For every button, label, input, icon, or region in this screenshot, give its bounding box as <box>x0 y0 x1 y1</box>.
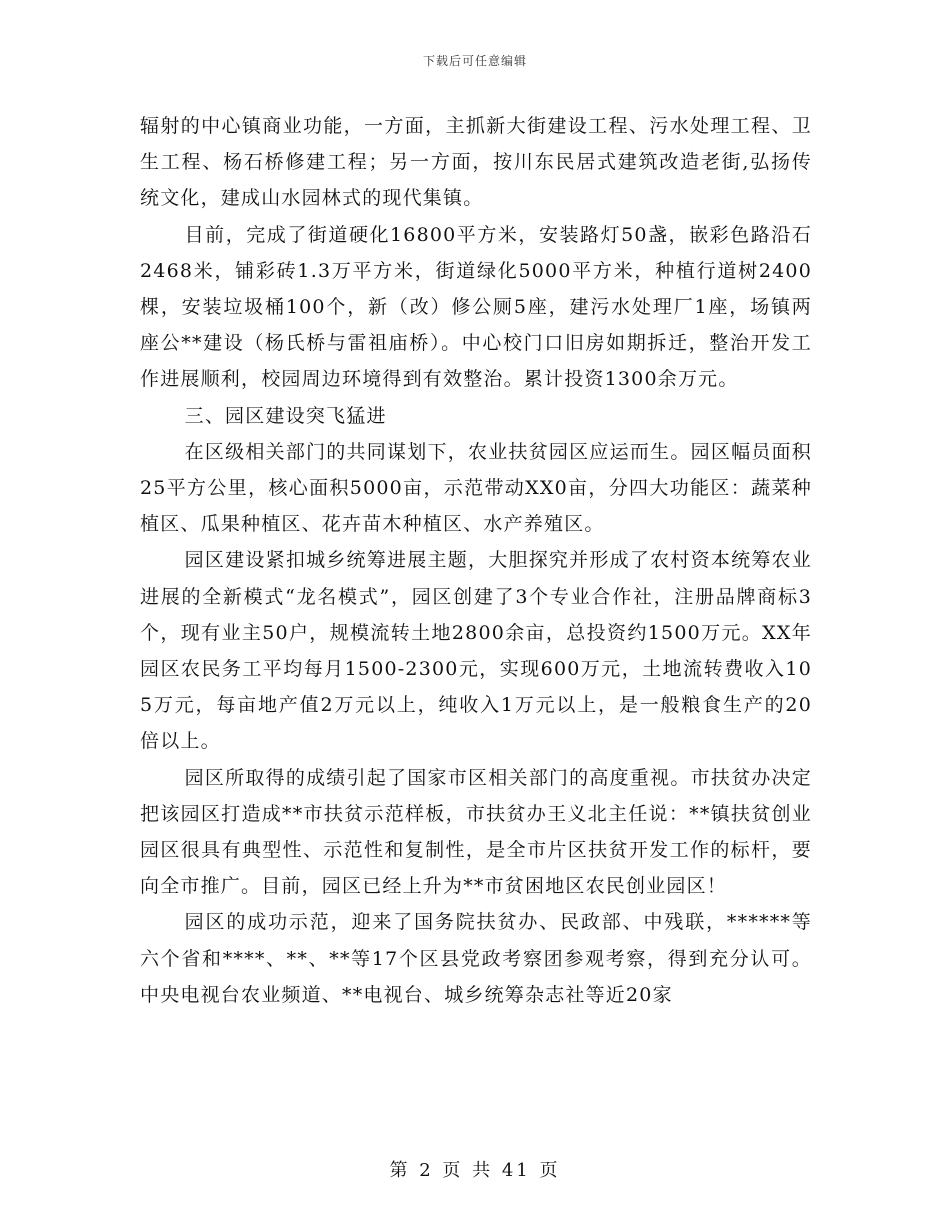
paragraph-1: 辐射的中心镇商业功能，一方面，主抓新大街建设工程、污水处理工程、卫生工程、杨石桥修建工程；另一方面，按川东民居式建筑改造老街,弘扬传统文化，建成山水园林式的现代集镇。 <box>140 115 812 210</box>
page-number: 第 2 页 共 41 页 <box>389 1160 561 1181</box>
paragraph-5: 园区所取得的成绩引起了国家市区相关部门的高度重视。市扶贫办决定把该园区打造成**市扶贫示范样板，市扶贫办王义北主任说：**镇扶贫创业园区很具有典型性、示范性和复制性，是全市片区扶贫开发工作的标杆，要向全市推广。目前，园区已经上升为**市贫困地区农民创业园区！ <box>140 766 812 898</box>
paragraph-4: 园区建设紧扣城乡统筹进展主题，大胆探究并形成了农村资本统筹农业进展的全新模式“龙名模式”，园区创建了3个专业合作社，注册品牌商标3个，现有业主50户，规模流转土地2800余亩，总投资约1500万元。XX年园区农民务工平均每月1500-2300元，实现600万元，土地流转费收入105万元，每亩地产值2万元以上，纯收入1万元以上，是一般粮食生产的20倍以上。 <box>140 549 812 753</box>
paragraph-3: 在区级相关部门的共同谋划下，农业扶贫园区应运而生。园区幅员面积25平方公里，核心面积5000亩，示范带动XX0亩，分四大功能区：蔬菜种植区、瓜果种植区、花卉苗木种植区、水产养殖区。 <box>140 440 812 536</box>
paragraph-6: 园区的成功示范，迎来了国务院扶贫办、民政部、中残联，******等六个省和****、**、**等17个区县党政考察团参观考察，得到充分认可。中央电视台农业频道、**电视台、城乡统筹杂志社等近20家 <box>140 911 812 1006</box>
page-header: 下载后可任意编辑 <box>422 54 527 68</box>
section-heading: 三、园区建设突飞猛进 <box>184 404 387 427</box>
document-body <box>140 108 812 1013</box>
paragraph-2: 目前，完成了街道硬化16800平方米，安装路灯50盏，嵌彩色路沿石2468米，铺彩砖1.3万平方米，街道绿化5000平方米，种植行道树2400棵，安装垃圾桶100个，新（改）修公厕5座，建污水处理厂1座，场镇两座公**建设（杨氏桥与雷祖庙桥）。中心校门口旧房如期拆迁，整治开发工作进展顺利，校园周边环境得到有效整治。累计投资1300余万元。 <box>140 223 812 391</box>
